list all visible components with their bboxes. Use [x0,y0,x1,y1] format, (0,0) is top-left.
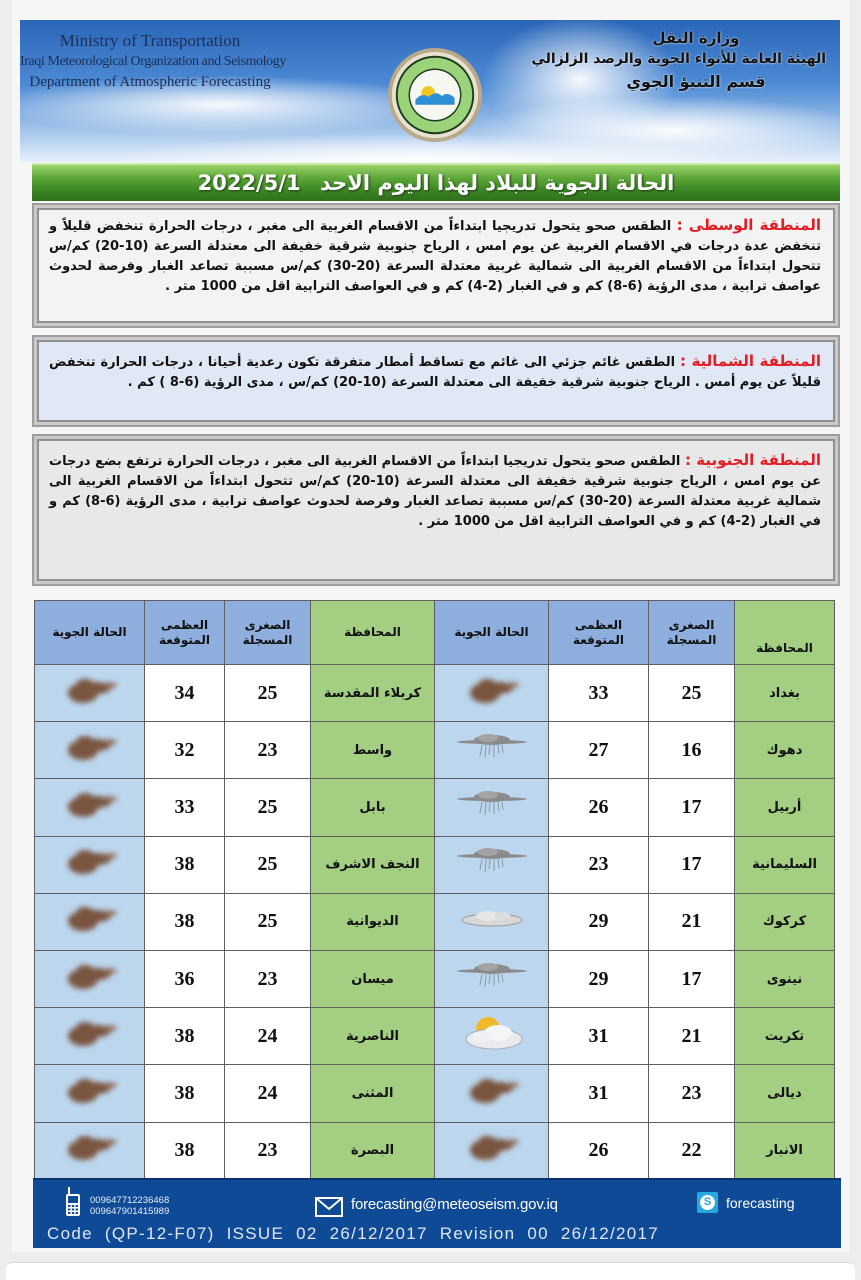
max-temp: 34 [145,665,225,722]
dust-icon [55,842,125,887]
organization-name-ar: الهيئة العامة للأنواء الجوية والرصد الزلزالي [531,51,826,67]
header-max: العظمى المتوقعة [549,601,649,665]
condition-cell [435,1122,549,1179]
max-temp: 32 [145,722,225,779]
min-temp: 17 [649,779,735,836]
dust-icon [55,671,125,716]
min-temp: 21 [649,1008,735,1065]
region-label: المنطقة الوسطى : [676,216,821,234]
region-description: الطقس صحو يتحول تدريجيا ابتداءاً من الاقسام الغربية الى مغبر ، درجات الحرارة تنخفض قليلاً و تنخفض عدة درجات في الاقسام الغربية عن يوم امس ، الرياح جنوبية شرقية خفيفة الى معتدلة السرعة (10-20) كم/س تتحول ابتداءاً من الاقسام الغربية الى شمالية غربية معتدلة السرعة (20-30) كم/س مسببة تصاعد الغبار وفرصة لحدوث عواصف ترابية ، مدى الرؤية (6-8) كم و في الغبار (2-4) كم و في العواصف الترابية اقل من 1000 متر . [49,219,821,294]
dust-icon [55,1128,125,1173]
header-max: العظمى المتوقعة [145,601,225,665]
min-temp: 23 [225,1122,311,1179]
region-north-box [32,335,840,427]
governorate-name: كركوك [735,893,835,950]
condition-cell [435,893,549,950]
min-temp: 23 [649,1065,735,1122]
governorate-name: بغداد [735,665,835,722]
max-temp: 38 [145,1065,225,1122]
max-temp: 26 [549,1122,649,1179]
rain-cloud-icon [452,957,532,1002]
condition-cell [435,950,549,1007]
table-row [35,1008,835,1065]
dust-icon [55,728,125,773]
phone-number[interactable]: 009647901415989 [90,1206,170,1217]
governorate-name: السليمانية [735,836,835,893]
condition-cell [435,665,549,722]
condition-cell [35,950,145,1007]
governorate-name: الانبار [735,1122,835,1179]
title-bar [32,163,840,201]
max-temp: 38 [145,1008,225,1065]
min-temp: 25 [225,836,311,893]
min-temp: 17 [649,836,735,893]
min-temp: 16 [649,722,735,779]
region-description: الطقس صحو يتحول تدريجيا ابتداءاً من الاقسام الغربية الى مغبر ، درجات الحرارة ترتفع بضع درجات عن يوم امس ، الرياح جنوبية شرقية خفيفة الى معتدلة السرعة (10-20) كم/س تتحول ابتداءاً من الاقسام الغربية الى شمالية غربية معتدلة السرعة (20-30) كم/س مسببة تصاعد الغبار وفرصة لحدوث عواصف ترابية ، مدى الرؤية (6-8) كم و في الغبار (2-4) كم و في العواصف الترابية اقل من 1000 متر . [49,454,822,529]
max-temp: 38 [145,893,225,950]
min-temp: 24 [225,1008,311,1065]
header-banner [20,20,840,162]
region-south-box [32,434,840,586]
governorate-name: دهوك [735,722,835,779]
governorate-name: كربلاء المقدسة [311,665,435,722]
ministry-name-en: Ministry of Transportation [59,31,241,50]
header-min: الصغرى المسجلة [225,601,311,665]
page-title [198,171,675,195]
max-temp: 29 [549,893,649,950]
condition-cell [35,779,145,836]
partly-cloudy-icon [452,1009,532,1064]
table-row [35,722,835,779]
max-temp: 38 [145,1122,225,1179]
max-temp: 27 [549,722,649,779]
table-row [35,1065,835,1122]
header-governorate: المحافظة [311,601,435,665]
min-temp: 22 [649,1122,735,1179]
governorate-name: النجف الاشرف [311,836,435,893]
governorate-name: المثنى [311,1065,435,1122]
min-temp: 21 [649,893,735,950]
header-min: الصغرى المسجلة [649,601,735,665]
min-temp: 24 [225,1065,311,1122]
condition-cell [35,1008,145,1065]
table-row [35,1122,835,1179]
region-north-text [37,340,835,422]
dust-icon [457,1071,527,1116]
table-row [35,950,835,1007]
condition-cell [35,1122,145,1179]
max-temp: 26 [549,779,649,836]
english-header [20,30,286,92]
phone-icon [65,1187,81,1217]
governorate-name: واسط [311,722,435,779]
forecast-date: 2022/5/1 [197,171,301,195]
min-temp: 25 [649,665,735,722]
condition-cell [435,722,549,779]
organization-seal-icon [386,46,484,144]
governorate-name: ديالى [735,1065,835,1122]
min-temp: 23 [225,950,311,1007]
governorate-name: أربيل [735,779,835,836]
phone-numbers [90,1195,169,1217]
ministry-name-ar: وزارة النقل [652,29,740,47]
organization-name-en: Iraqi Meteorological Organization and Seismology [20,54,286,69]
governorate-name: تكريت [735,1008,835,1065]
governorate-name: الناصرية [311,1008,435,1065]
region-description: الطقس غائم جزئي الى غائم مع تساقط أمطار متفرقة تكون رعدية أحيانا ، درجات الحرارة تنخفض قليلاً عن يوم أمس . الرياح جنوبية شرقية خفيفة الى معتدلة السرعة (10-20) كم/س ، مدى الرؤية (6-8 ) كم . [49,355,821,390]
cloud-icon [452,904,532,939]
region-south-text [37,439,835,581]
min-temp: 23 [225,722,311,779]
max-temp: 38 [145,836,225,893]
max-temp: 36 [145,950,225,1007]
condition-cell [35,836,145,893]
email-link[interactable]: forecasting@meteoseism.gov.iq [351,1196,558,1213]
table-row [35,893,835,950]
max-temp: 33 [549,665,649,722]
condition-cell [435,836,549,893]
next-page-edge [6,1262,855,1280]
region-label: المنطقة الشمالية : [679,352,821,370]
footer [33,1178,841,1248]
dust-icon [55,899,125,944]
min-temp: 25 [225,665,311,722]
max-temp: 31 [549,1008,649,1065]
condition-cell [35,1065,145,1122]
header-condition: الحالة الجوية [435,601,549,665]
rain-cloud-icon [452,728,532,773]
condition-cell [35,722,145,779]
governorate-name: نينوى [735,950,835,1007]
condition-cell [35,893,145,950]
governorate-name: البصرة [311,1122,435,1179]
rain-cloud-icon [452,842,532,887]
dust-icon [55,957,125,1002]
dust-icon [55,1014,125,1059]
min-temp: 17 [649,950,735,1007]
governorate-name: الديوانية [311,893,435,950]
region-central-text [37,208,835,323]
header-governorate: المحافظة [735,601,835,665]
header-condition: الحالة الجوية [35,601,145,665]
max-temp: 23 [549,836,649,893]
condition-cell [435,1065,549,1122]
title-text: الحالة الجوية للبلاد لهذا اليوم الاحد [319,171,675,195]
table-row [35,665,835,722]
skype-handle[interactable]: forecasting [726,1195,795,1211]
region-label: المنطقة الجنوبية : [684,451,822,469]
max-temp: 29 [549,950,649,1007]
phone-number[interactable]: 009647712236468 [90,1195,170,1206]
rain-cloud-icon [452,785,532,830]
table-header-row [35,601,835,665]
table-row [35,836,835,893]
document-code: Code (QP-12-F07) ISSUE 02 26/12/2017 Revision 00 26/12/2017 [47,1224,660,1243]
dust-icon [55,785,125,830]
governorate-name: ميسان [311,950,435,1007]
region-central-box [32,203,840,328]
min-temp: 25 [225,893,311,950]
dust-icon [457,671,527,716]
min-temp: 25 [225,779,311,836]
mail-icon [315,1197,343,1217]
weather-table [34,600,835,1180]
arabic-header [531,28,826,94]
condition-cell [35,665,145,722]
skype-icon: S [697,1192,718,1213]
max-temp: 31 [549,1065,649,1122]
dust-icon [457,1128,527,1173]
table-row [35,779,835,836]
condition-cell [435,1008,549,1065]
max-temp: 33 [145,779,225,836]
department-name-ar: قسم التنبؤ الجوي [626,72,766,91]
governorate-name: بابل [311,779,435,836]
condition-cell [435,779,549,836]
department-name-en: Department of Atmospheric Forecasting [29,74,271,90]
dust-icon [55,1071,125,1116]
